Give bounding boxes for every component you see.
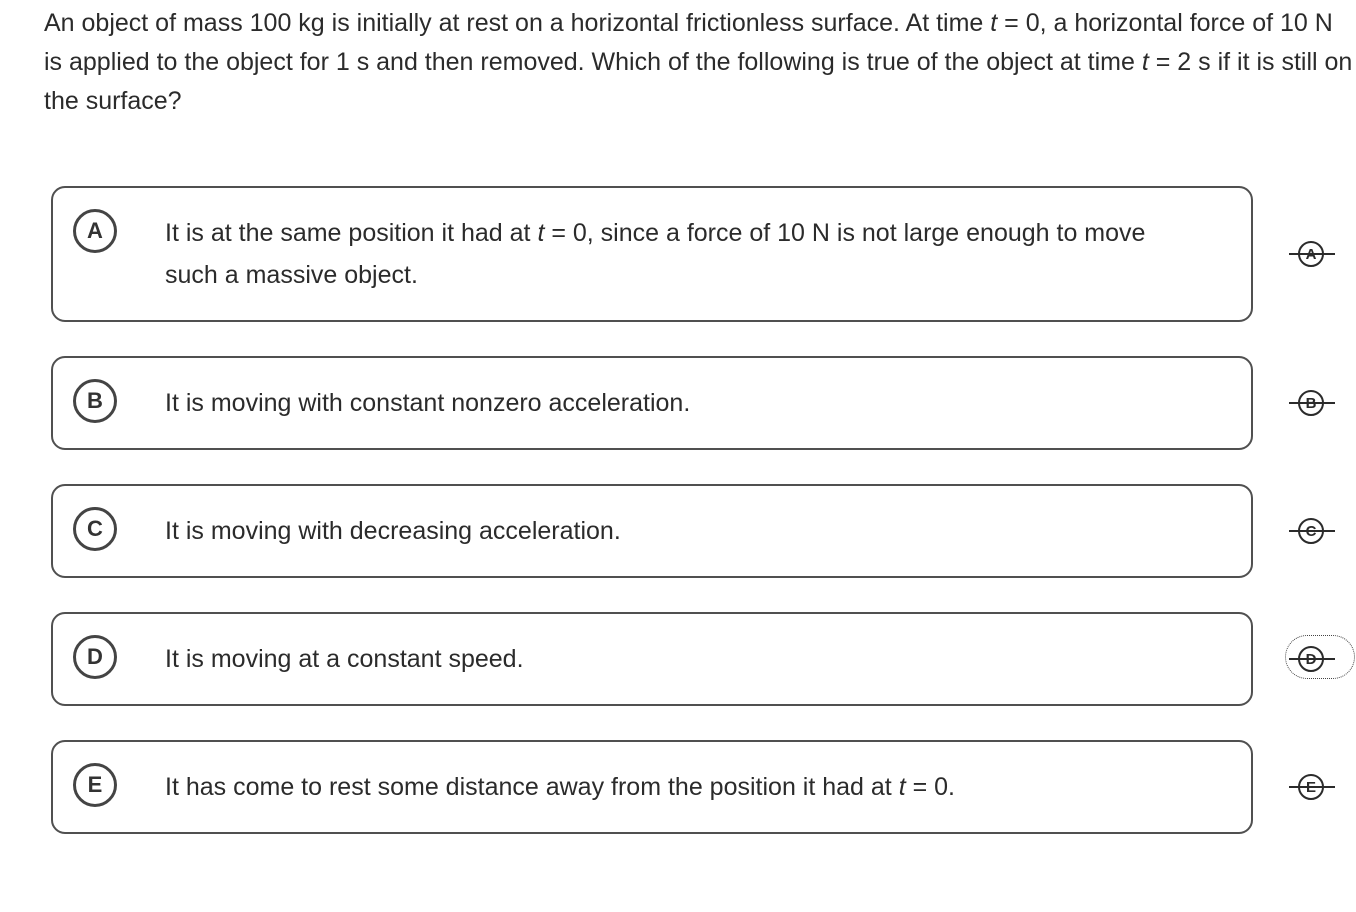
strike-line — [1289, 402, 1335, 404]
option-text: It is moving with constant nonzero acceleration. — [165, 389, 691, 417]
option-text-part: It has come to rest some distance away from the position it had at — [165, 773, 899, 801]
option-variable: t — [537, 219, 545, 247]
eliminate-option-e-button[interactable] — [1289, 772, 1335, 802]
option-text: It is moving with decreasing acceleration. — [165, 517, 621, 545]
option-text — [165, 766, 1161, 808]
option-letter-badge: D — [73, 635, 117, 679]
question-variable: t — [990, 9, 998, 37]
option-text-part: = 0. — [905, 773, 955, 801]
eliminate-option-a-button[interactable] — [1289, 239, 1335, 269]
question-text — [44, 4, 1354, 121]
question-part: = 2 s if it is still on the surface? — [44, 48, 1353, 115]
question-part: = 0, a horizontal force of 10 N is applied to the object for 1 s and then removed. Which of the following is true of the object at time — [44, 9, 1333, 76]
question-part: An object of mass 100 kg is initially at rest on a horizontal frictionless surface. At time — [44, 9, 991, 37]
eliminate-option-b-button[interactable] — [1289, 388, 1335, 418]
option-variable: t — [898, 773, 906, 801]
eliminate-option-d-button[interactable] — [1289, 644, 1335, 674]
option-text — [165, 212, 1161, 296]
option-letter-badge: C — [73, 507, 117, 551]
option-text-part: It is at the same position it had at — [165, 219, 538, 247]
question-variable: t — [1141, 48, 1149, 76]
answer-option-b[interactable] — [51, 356, 1253, 450]
answer-option-d[interactable] — [51, 612, 1253, 706]
answer-option-c[interactable] — [51, 484, 1253, 578]
option-text: It is moving at a constant speed. — [165, 645, 524, 673]
strike-line — [1289, 253, 1335, 255]
option-letter-badge: A — [73, 209, 117, 253]
answer-option-e[interactable] — [51, 740, 1253, 834]
strike-line — [1289, 658, 1335, 660]
option-text-part: = 0, since a force of 10 N is not large enough to move such a massive object. — [165, 219, 1146, 289]
strikethrough-circle-icon: D — [1298, 646, 1324, 672]
option-letter-badge: B — [73, 379, 117, 423]
eliminate-option-c-button[interactable] — [1289, 516, 1335, 546]
answer-option-a[interactable] — [51, 186, 1253, 322]
option-letter-badge: E — [73, 763, 117, 807]
strike-line — [1289, 786, 1335, 788]
strike-line — [1289, 530, 1335, 532]
